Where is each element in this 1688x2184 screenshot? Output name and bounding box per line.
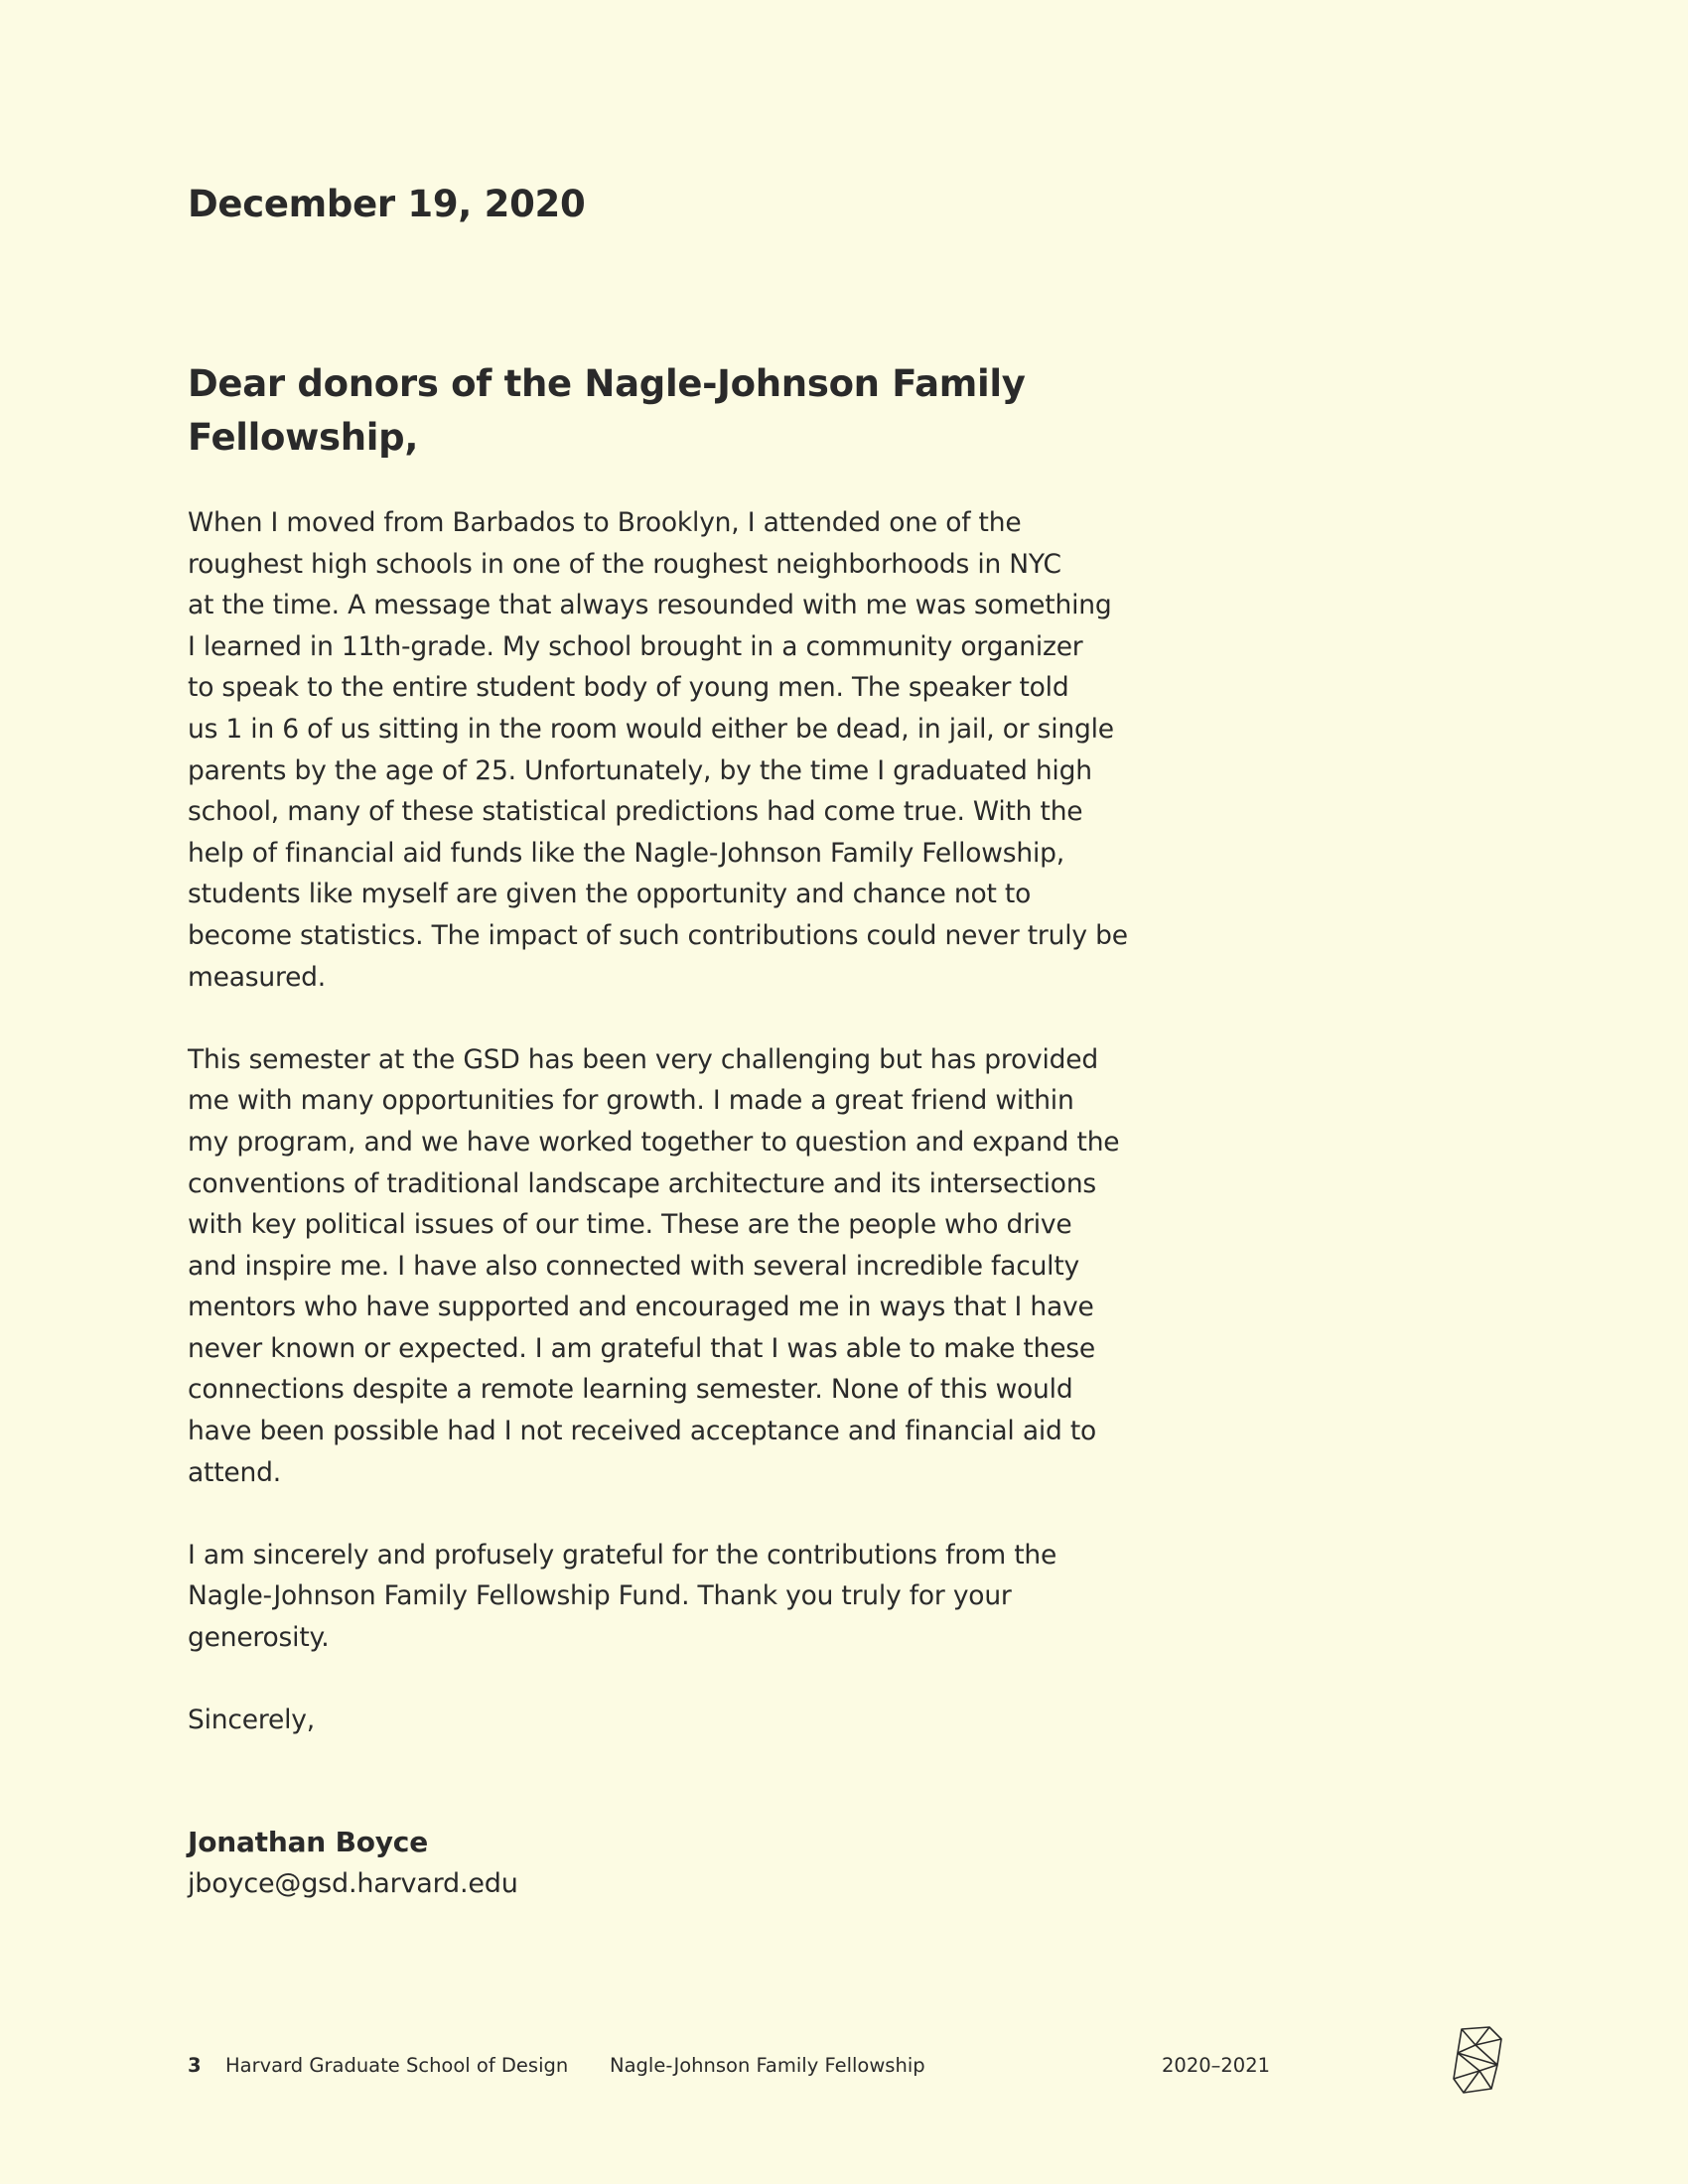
letter-date: December 19, 2020 — [188, 183, 586, 225]
gsd-logo-icon — [1452, 2025, 1503, 2095]
footer-fellowship: Nagle-Johnson Family Fellowship — [610, 2054, 925, 2077]
footer-school: Harvard Graduate School of Design — [225, 2054, 569, 2077]
letter-body — [188, 502, 1141, 1741]
signer-name: Jonathan Boyce — [188, 1826, 428, 1858]
footer-years: 2020–2021 — [1162, 2054, 1271, 2077]
closing: Sincerely, — [188, 1705, 315, 1736]
signer-email: jboyce@gsd.harvard.edu — [188, 1868, 518, 1899]
paragraph-2: This semester at the GSD has been very challenging but has provided me with many opportunities for growth. I made a great friend within my program, and we have worked together to question and expand the conventions of traditional landscape architecture and its intersections with key political issues of our time. These are the people who drive and inspire me. I have also connected with several incredible faculty mentors who have supported and encouraged me in ways that I have never known or expected. I am grateful that I was able to make these connections despite a remote learning semester. None of this would have been possible had I not received acceptance and financial aid to attend. — [188, 1043, 1120, 1488]
salutation — [188, 357, 1081, 465]
footer-page-number: 3 — [188, 2054, 202, 2077]
paragraph-3: I am sincerely and profusely grateful for the contributions from the Nagle-Johnson Family Fellowship Fund. Thank you truly for your generosity. — [188, 1539, 1057, 1654]
salutation-line-2: Fellowship, — [188, 416, 419, 459]
paragraph-1: When I moved from Barbados to Brooklyn, I attended one of the roughest high schools in one of the roughest neighborhoods in NYC at the time. A message that always resounded with me was something I learned in 11th-grade. My school brought in a community organizer to speak to the entire student body of young men. The speaker told us 1 in 6 of us sitting in the room would either be dead, in jail, or single parents by the age of 25. Unfortunately, by the time I graduated high school, many of these statistical predictions had come true. With the help of financial aid funds like the Nagle-Johnson Family Fellowship, students like myself are given the opportunity and chance not to become statistics. The impact of such contributions could never truly be measured. — [188, 507, 1128, 993]
salutation-line-1: Dear donors of the Nagle-Johnson Family — [188, 362, 1026, 405]
